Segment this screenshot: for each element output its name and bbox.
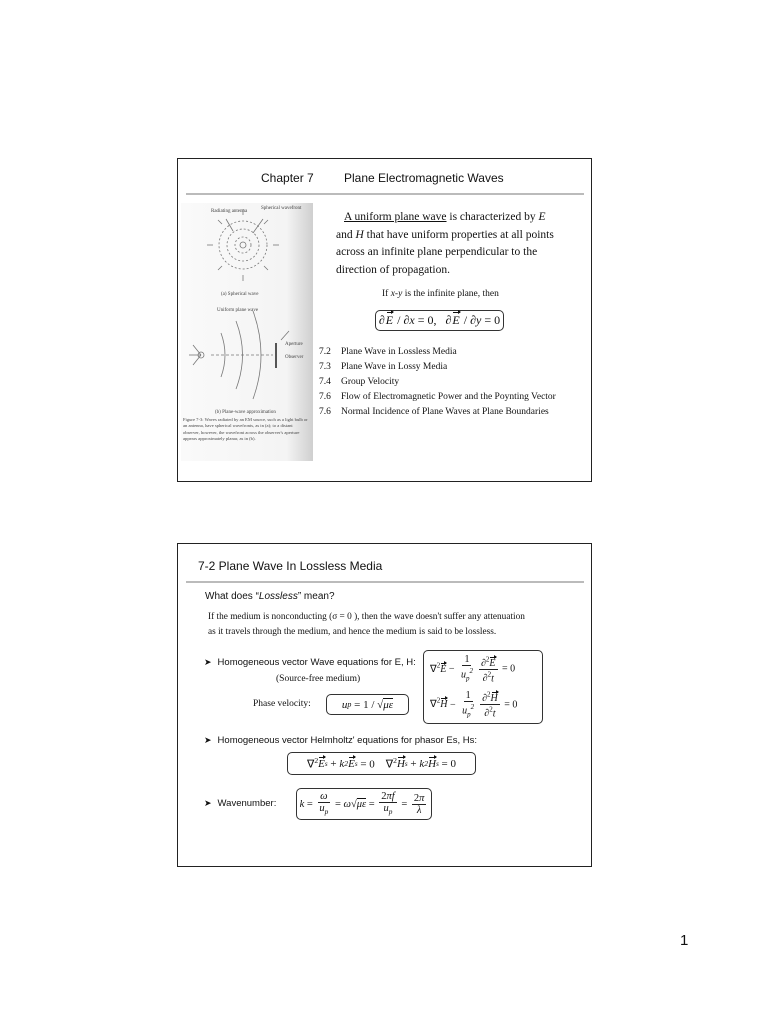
- intro-h: H: [355, 228, 364, 241]
- intro-e: E: [538, 211, 546, 223]
- title-divider: [186, 581, 584, 583]
- intro-paragraph: [336, 209, 586, 279]
- section-title: Plane Wave in Lossless Media: [341, 347, 457, 357]
- intro-text-2: that have uniform properties at all points: [363, 228, 554, 241]
- figure-caption: Figure 7-3: Waves radiated by an EM source, such as a light bulb or an antenna, have spherical wavefronts, as in (a); to a distant observer, however, the wavefront across the observer's aperture appears approximately planar, as in (b).: [183, 417, 308, 442]
- lossless-question: [205, 591, 335, 602]
- question-term: Lossless: [258, 591, 298, 602]
- definition-line-1: If the medium is nonconducting (σ = 0 ), then the wave doesn't suffer any attenuation: [208, 612, 525, 622]
- bullet-2-text: Homogeneous vector Helmholtz' equations for phasor Es, Hs:: [217, 735, 478, 746]
- intro-text-1: is characterized by: [446, 211, 539, 223]
- bullet-helmholtz-equations: [204, 735, 477, 746]
- bullet-wavenumber: [204, 798, 276, 809]
- slide-2: [177, 543, 592, 867]
- section-number: 7.2: [319, 347, 331, 357]
- definition-line-2: as it travels through the medium, and hence the medium is said to be lossless.: [208, 627, 497, 637]
- section-number: 7.3: [319, 362, 331, 372]
- caption-a: (a) Spherical wave: [221, 292, 259, 297]
- section-number: 7.6: [319, 407, 331, 417]
- intro-line-3: across an infinite plane perpendicular to the: [336, 246, 538, 258]
- intro-and: and: [336, 228, 356, 241]
- source-free-note: (Source-free medium): [276, 674, 361, 684]
- helmholtz-equations: ∇$^2$ E s + k 2 E s = 0 ∇$^2$ H s + k 2 H s = 0: [287, 752, 476, 775]
- section-number: 7.4: [319, 377, 331, 387]
- bullet-arrow-icon: ➤: [204, 798, 212, 808]
- intro-line-4: direction of propagation.: [336, 263, 451, 276]
- bullet-wave-equations: [204, 657, 416, 668]
- intro-term: A uniform plane wave: [344, 211, 447, 223]
- partial-derivative-equation: ∂ E / ∂ x = 0, ∂ E / ∂ y = 0: [375, 310, 504, 331]
- wave-figure: [181, 203, 313, 461]
- bullet-1-text: Homogeneous vector Wave equations for E, H:: [217, 657, 416, 668]
- slide-1: [177, 158, 592, 482]
- chapter-label: Chapter 7: [261, 171, 314, 185]
- slide-1-title: Plane Electromagnetic Waves: [344, 171, 504, 185]
- xy-note-var: x-y: [390, 289, 403, 299]
- title-divider: [186, 193, 584, 195]
- section-item: [319, 362, 447, 372]
- question-pre: What does “: [205, 591, 259, 602]
- spherical-wavefront-label: Spherical wavefront: [261, 206, 302, 211]
- xy-note-pre: If: [382, 289, 391, 299]
- slide-2-title: 7-2 Plane Wave In Lossless Media: [198, 559, 383, 573]
- xy-plane-note: [382, 289, 499, 299]
- radiating-antenna-label: Radiating antenna: [211, 209, 248, 214]
- section-number: 7.6: [319, 392, 331, 402]
- wavenumber-equation: k = $\frac{\omega}{u_p}$ = ω √ με = $\frac{2\pi f}{u_p}$ = $\frac{2\pi}{\lambda}$: [296, 788, 432, 820]
- section-title: Plane Wave in Lossy Media: [341, 362, 448, 372]
- bullet-arrow-icon: ➤: [204, 657, 212, 667]
- section-item: [319, 407, 549, 417]
- bullet-3-text: Wavenumber:: [217, 798, 277, 809]
- section-title: Normal Incidence of Plane Waves at Plane Boundaries: [341, 407, 549, 417]
- caption-b: (b) Plane-wave approximation: [215, 410, 276, 415]
- question-post: ” mean?: [297, 591, 335, 602]
- section-item: [319, 392, 556, 402]
- aperture-label: Aperture: [285, 342, 303, 347]
- phase-velocity-equation: u p = 1 / √ με: [326, 694, 409, 715]
- bullet-arrow-icon: ➤: [204, 735, 212, 745]
- section-title: Group Velocity: [341, 377, 400, 387]
- uniform-plane-wave-label: Uniform plane wave: [217, 308, 259, 313]
- phase-velocity-label: Phase velocity:: [253, 699, 311, 709]
- lossless-definition: [208, 610, 588, 640]
- xy-note-post: is the infinite plane, then: [402, 289, 499, 299]
- section-item: [319, 377, 399, 387]
- observer-label: Observer: [285, 355, 304, 360]
- page-number: 1: [680, 932, 689, 949]
- section-title: Flow of Electromagnetic Power and the Poynting Vector: [341, 392, 556, 402]
- wave-equations-box: ∇$^2$E − $\frac{1}{u_p^2}$ $\frac{\partial^2E}{\partial^2t}$ = 0 ∇$^2$H − $\frac{1}{u_p^2}$ $\frac{\partial^2H}{\partial^2t}$ = 0: [423, 650, 543, 724]
- section-item: [319, 347, 457, 357]
